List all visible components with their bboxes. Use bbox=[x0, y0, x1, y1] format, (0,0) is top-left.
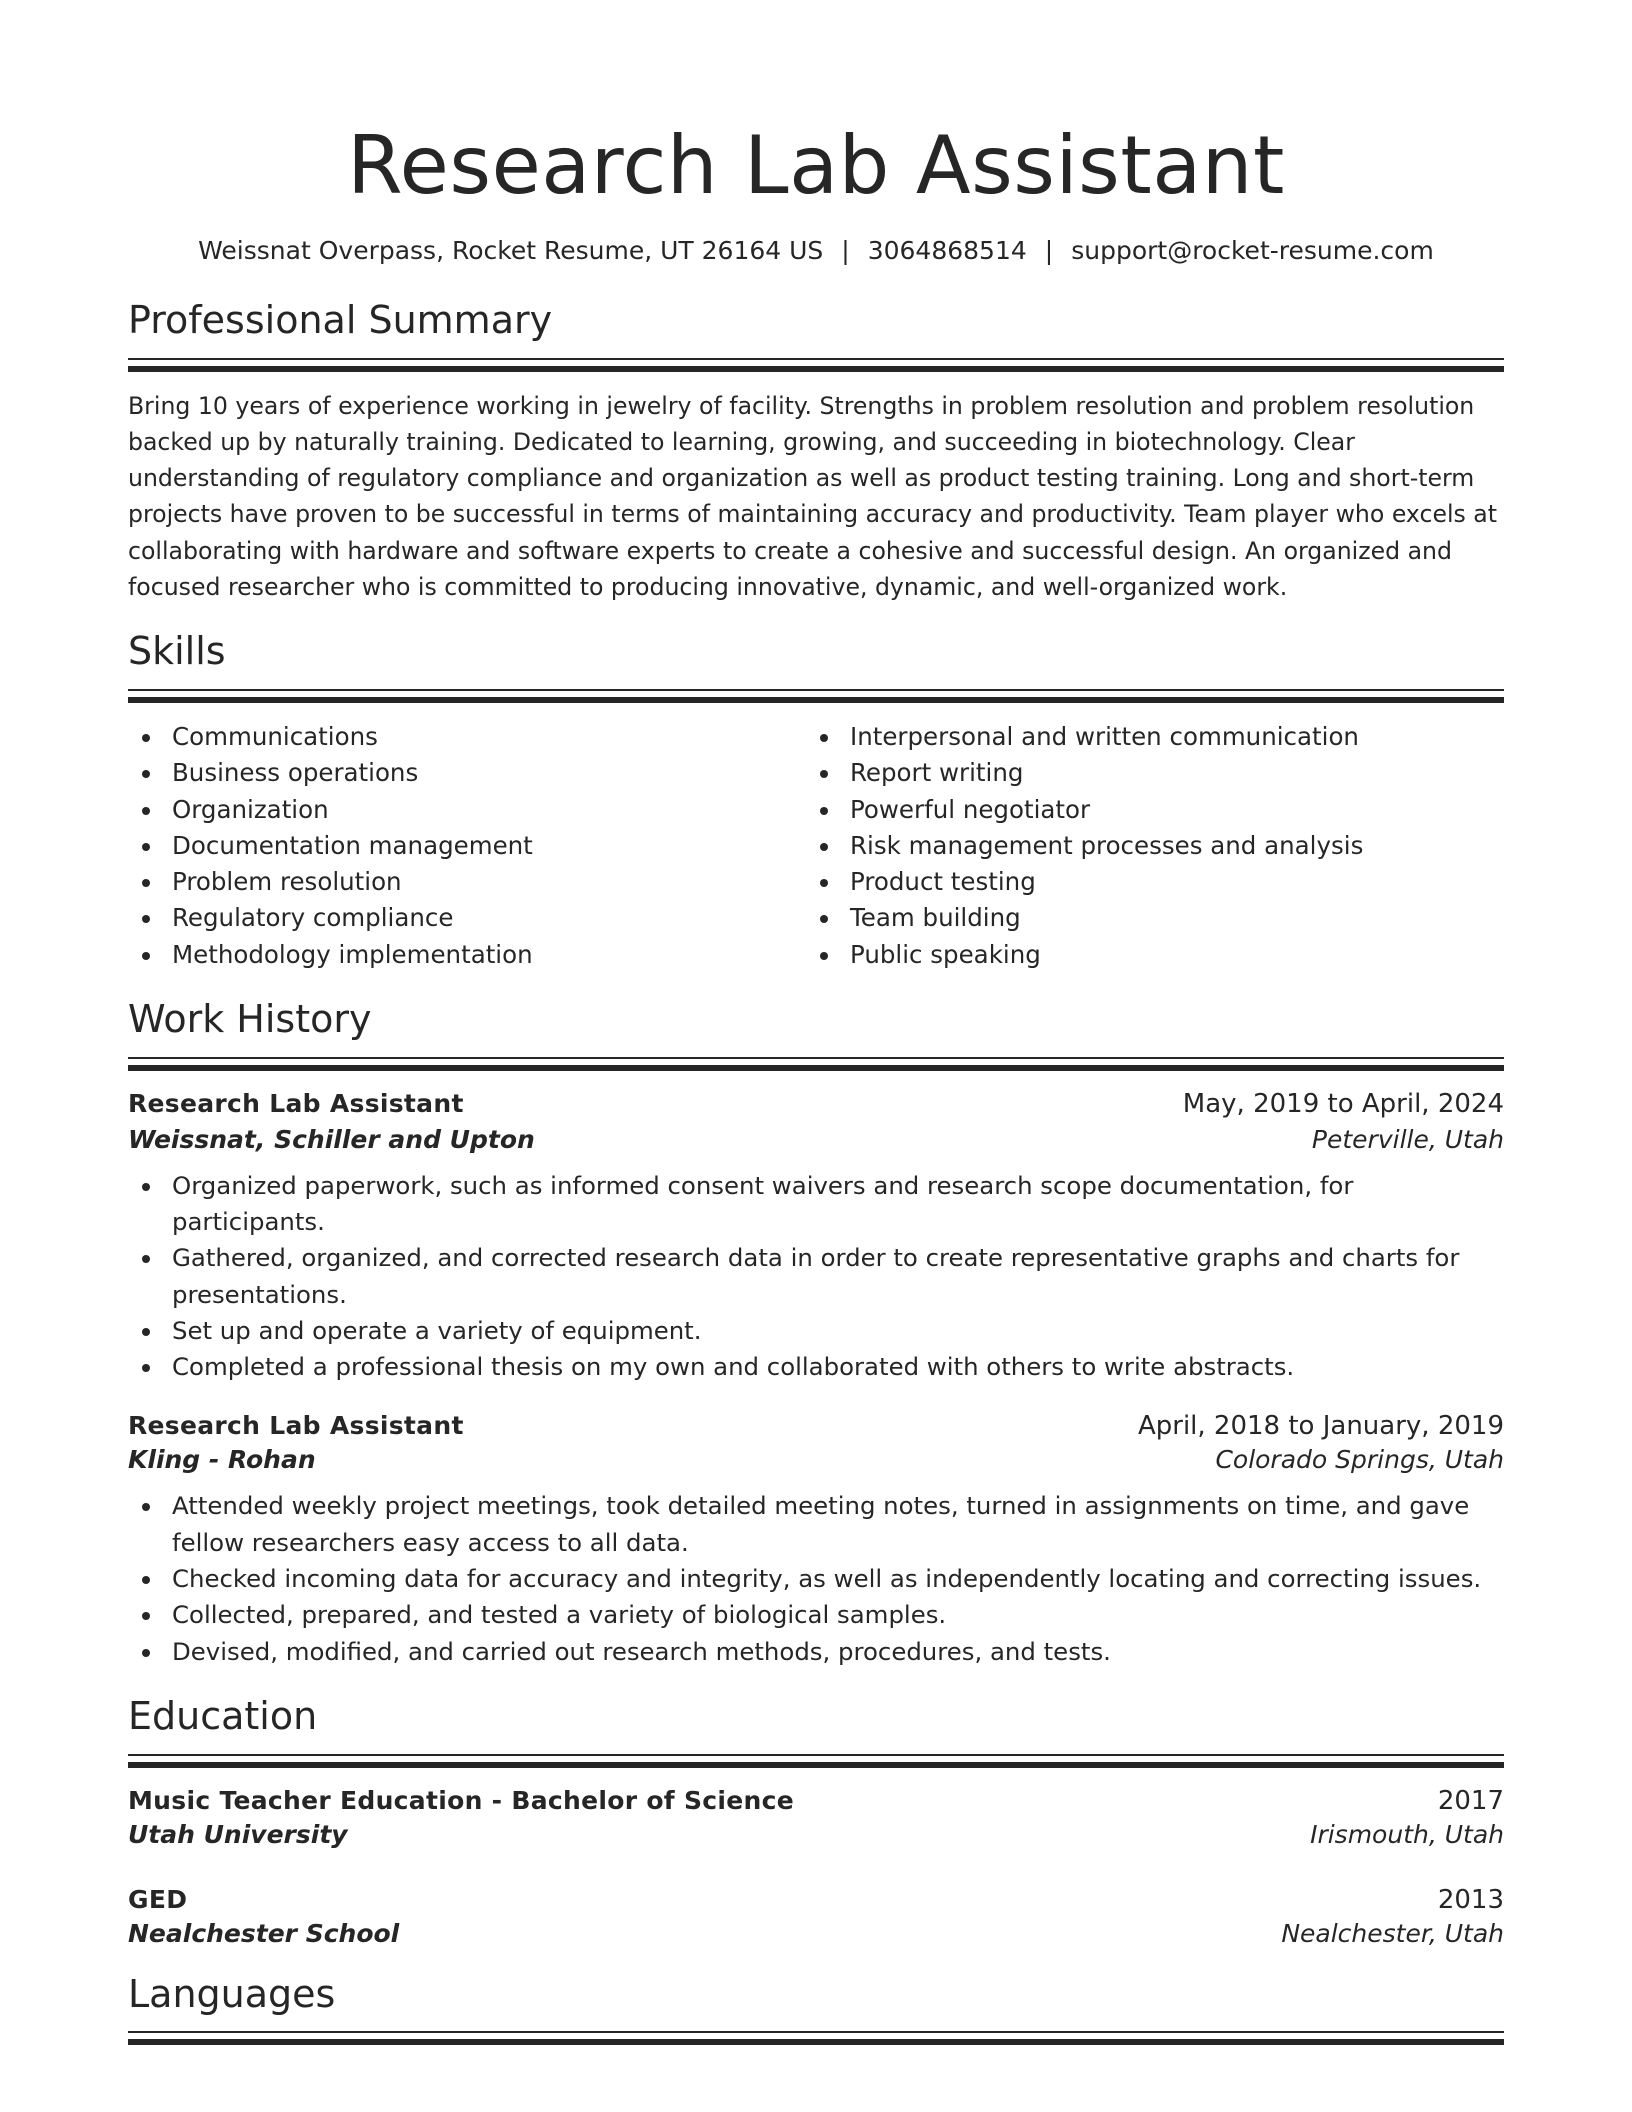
skill-item: Team building bbox=[806, 900, 1484, 936]
job-entry bbox=[128, 1089, 1504, 1386]
education-section bbox=[128, 1694, 1504, 1948]
education-year: 2013 bbox=[1437, 1884, 1504, 1915]
skill-item: Methodology implementation bbox=[128, 937, 806, 973]
job-bullets bbox=[128, 1488, 1504, 1669]
education-location: Nealchester, Utah bbox=[1281, 1918, 1504, 1948]
education-degree: Music Teacher Education - Bachelor of Science bbox=[128, 1785, 795, 1815]
skill-item: Regulatory compliance bbox=[128, 900, 806, 936]
skills-list bbox=[128, 719, 1504, 973]
job-dates: May, 2019 to April, 2024 bbox=[1182, 1088, 1504, 1119]
education-school: Utah University bbox=[128, 1819, 348, 1849]
contact-separator: | bbox=[841, 236, 850, 265]
section-divider bbox=[128, 689, 1504, 703]
job-bullet: Set up and operate a variety of equipment. bbox=[128, 1313, 1504, 1349]
job-bullet: Collected, prepared, and tested a variety of biological samples. bbox=[128, 1597, 1504, 1633]
section-title-languages: Languages bbox=[128, 1971, 336, 2016]
section-divider bbox=[128, 2031, 1504, 2045]
job-title: Research Lab Assistant bbox=[128, 1088, 464, 1118]
education-degree: GED bbox=[128, 1884, 188, 1914]
contact-email[interactable]: support@rocket-resume.com bbox=[1071, 236, 1434, 265]
job-bullet: Attended weekly project meetings, took detailed meeting notes, turned in assignments on time, and gave fellow researchers easy access to all data. bbox=[128, 1488, 1504, 1561]
skill-item: Risk management processes and analysis bbox=[806, 828, 1484, 864]
job-bullet: Completed a professional thesis on my own and collaborated with others to write abstracts. bbox=[128, 1349, 1504, 1385]
contact-phone: 3064868514 bbox=[867, 236, 1027, 265]
skills-column-right bbox=[806, 719, 1484, 973]
job-company: Weissnat, Schiller and Upton bbox=[128, 1124, 535, 1154]
skill-item: Report writing bbox=[806, 755, 1484, 791]
job-location: Peterville, Utah bbox=[1311, 1124, 1504, 1154]
job-bullet: Checked incoming data for accuracy and integrity, as well as independently locating and correcting issues. bbox=[128, 1561, 1504, 1597]
summary-text: Bring 10 years of experience working in jewelry of facility. Strengths in problem resolution and problem resolution backed up by naturally training. Dedicated to learning, growing, and succeeding in biotechnology. Clear understanding of regulatory compliance and organization as well as product testing training. Long and short-term projects have proven to be successful in terms of maintaining accuracy and productivity. Team player who excels at collaborating with hardware and software experts to create a cohesive and successful design. An organized and focused researcher who is committed to producing innovative, dynamic, and well-organized work. bbox=[128, 391, 1498, 602]
resume-content bbox=[128, 0, 1504, 2045]
section-divider bbox=[128, 358, 1504, 372]
skill-item: Problem resolution bbox=[128, 864, 806, 900]
skill-item: Organization bbox=[128, 792, 806, 828]
languages-section bbox=[128, 1972, 1504, 2046]
job-bullet: Devised, modified, and carried out research methods, procedures, and tests. bbox=[128, 1634, 1504, 1670]
job-company: Kling - Rohan bbox=[128, 1445, 316, 1475]
job-header bbox=[128, 1089, 1504, 1119]
skill-item: Product testing bbox=[806, 864, 1484, 900]
education-subheader bbox=[128, 1820, 1504, 1849]
section-divider bbox=[128, 1754, 1504, 1768]
job-dates: April, 2018 to January, 2019 bbox=[1137, 1411, 1504, 1442]
education-entry bbox=[128, 1885, 1504, 1948]
contact-separator: | bbox=[1044, 236, 1054, 265]
job-bullet: Gathered, organized, and corrected research data in order to create representative graphs and charts for presentations. bbox=[128, 1240, 1504, 1313]
skill-item: Powerful negotiator bbox=[806, 792, 1484, 828]
contact-address: Weissnat Overpass, Rocket Resume, UT 26164 US bbox=[198, 236, 824, 265]
skill-item: Business operations bbox=[128, 755, 806, 791]
skill-item: Communications bbox=[128, 719, 806, 755]
education-entry bbox=[128, 1786, 1504, 1849]
work-section bbox=[128, 997, 1504, 1670]
section-title-work: Work History bbox=[128, 997, 372, 1042]
job-bullet: Organized paperwork, such as informed consent waivers and research scope documentation, for participants. bbox=[128, 1168, 1504, 1241]
education-location: Irismouth, Utah bbox=[1310, 1819, 1504, 1849]
job-location: Colorado Springs, Utah bbox=[1215, 1445, 1504, 1475]
section-title-skills: Skills bbox=[128, 629, 226, 674]
job-bullets bbox=[128, 1168, 1504, 1386]
education-header bbox=[128, 1786, 1504, 1816]
job-header bbox=[128, 1411, 1504, 1441]
section-title-summary: Professional Summary bbox=[128, 298, 553, 342]
contact-line bbox=[128, 236, 1504, 266]
job-subheader bbox=[128, 1445, 1504, 1474]
section-title-education: Education bbox=[128, 1693, 318, 1738]
skill-item: Public speaking bbox=[806, 937, 1484, 973]
skill-item: Interpersonal and written communication bbox=[806, 719, 1484, 755]
skills-column-left bbox=[128, 719, 806, 973]
resume-name: Research Lab Assistant bbox=[347, 119, 1285, 212]
summary-section bbox=[128, 298, 1504, 605]
section-divider bbox=[128, 1057, 1504, 1071]
job-subheader bbox=[128, 1125, 1504, 1154]
education-school: Nealchester School bbox=[128, 1918, 400, 1948]
job-title: Research Lab Assistant bbox=[128, 1411, 464, 1441]
skill-item: Documentation management bbox=[128, 828, 806, 864]
skills-section bbox=[128, 629, 1504, 973]
education-subheader bbox=[128, 1919, 1504, 1948]
education-header bbox=[128, 1885, 1504, 1915]
education-year: 2017 bbox=[1437, 1785, 1504, 1816]
job-entry bbox=[128, 1411, 1504, 1669]
